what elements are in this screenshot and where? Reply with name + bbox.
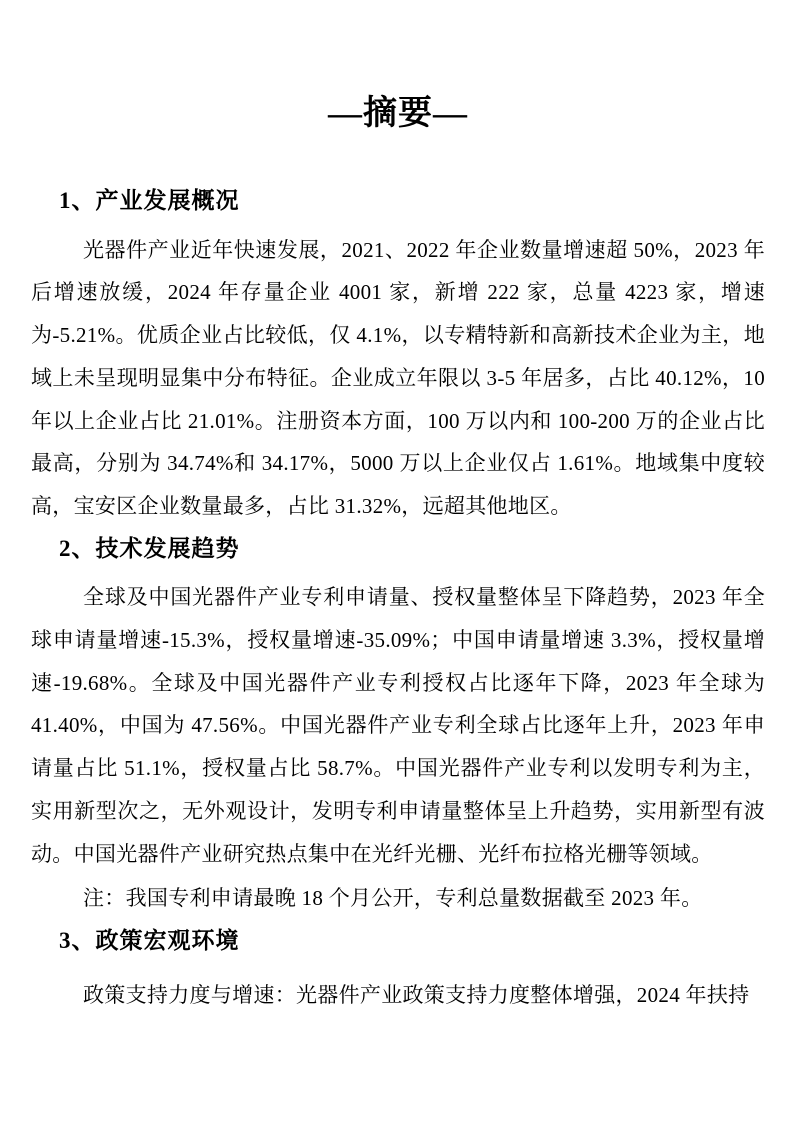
section-paragraph-industry-overview: 光器件产业近年快速发展，2021、2022 年企业数量增速超 50%，2023 年后增速放缓，2024 年存量企业 4001 家，新增 222 家，总量 4223 家，增速为-5.21%。优质企业占比较低，仅 4.1%，以专精特新和高新技术企业为主，地域上未呈现明显集中分布特征。企业成立年限以 3-5 年居多，占比 40.12%，10 年以上企业占比 21.01%。注册资本方面，100 万以内和 100-200 万的企业占比最高，分别为 34.74%和 34.17%，5000 万以上企业仅占 1.61%。地域集中度较高，宝安区企业数量最多，占比 31.32%，远超其他地区。 bbox=[31, 237, 765, 518]
section-heading-industry-overview: 1、产业发展概况 bbox=[59, 188, 240, 213]
section-heading-policy-environment: 3、政策宏观环境 bbox=[59, 927, 240, 953]
section-paragraph-policy-environment: 政策支持力度与增速：光器件产业政策支持力度整体增强，2024 年扶持 bbox=[83, 982, 750, 1007]
section-paragraph-technology-trends: 全球及中国光器件产业专利申请量、授权量整体呈下降趋势，2023 年全球申请量增速-15.3%，授权量增速-35.09%；中国申请量增速 3.3%，授权量增速-19.68%。全球及中国光器件产业专利授权占比逐年下降，2023 年全球为 41.40%，中国为 47.56%。中国光器件产业专利全球占比逐年上升，2023 年申请量占比 51.1%，授权量占比 58.7%。中国光器件产业专利以发明专利为主，实用新型次之，无外观设计，发明专利申请量整体呈上升趋势，实用新型有波动。中国光器件产业研究热点集中在光纤光栅、光纤布拉格光栅等领域。 bbox=[31, 585, 765, 866]
patent-data-note: 注：我国专利申请最晚 18 个月公开，专利总量数据截至 2023 年。 bbox=[83, 886, 703, 911]
document-title: —摘要— bbox=[328, 95, 468, 132]
section-heading-technology-trends: 2、技术发展趋势 bbox=[59, 535, 240, 561]
